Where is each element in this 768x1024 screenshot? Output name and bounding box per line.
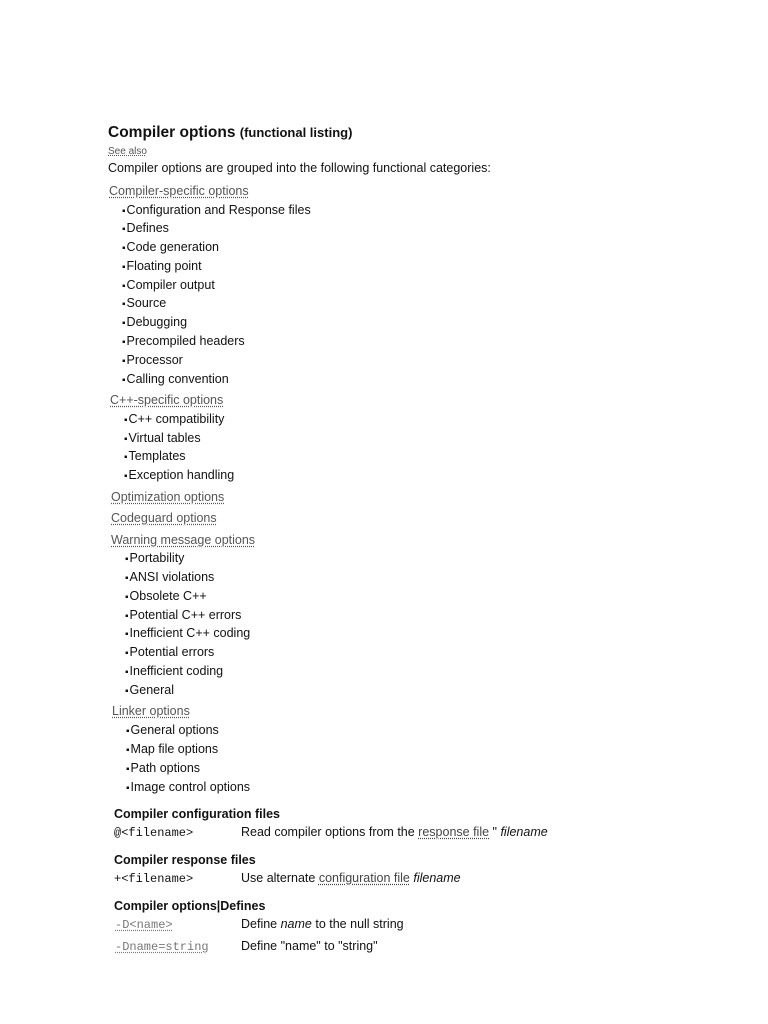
list-item: ▪ General	[125, 682, 174, 700]
option-description: Use alternate configuration file filename	[241, 871, 461, 885]
option-description: Define "name" to "string"	[241, 939, 378, 953]
list-item: ▪ Configuration and Response files	[122, 202, 311, 220]
category-linker[interactable]: Linker options	[112, 704, 190, 718]
title-main: Compiler options	[108, 124, 236, 141]
category-warning-message[interactable]: Warning message options	[111, 533, 256, 547]
see-also-link[interactable]: See also	[108, 146, 147, 157]
list-item: ▪ Calling convention	[122, 371, 229, 389]
list-item: ▪ Obsolete C++	[125, 588, 207, 606]
list-item: ▪ Image control options	[126, 779, 250, 797]
category-cpp-specific[interactable]: C++-specific options	[110, 393, 224, 407]
list-item: ▪ Compiler output	[122, 277, 215, 295]
configuration-file-link[interactable]: configuration file	[318, 871, 410, 885]
category-compiler-specific[interactable]: Compiler-specific options	[109, 184, 249, 198]
list-item: ▪ Defines	[122, 220, 169, 238]
category-codeguard[interactable]: Codeguard options	[111, 511, 217, 525]
list-item: ▪ Map file options	[126, 741, 218, 759]
category-optimization[interactable]: Optimization options	[111, 490, 225, 504]
option-description: Read compiler options from the response file " filename	[241, 825, 548, 839]
list-item: ▪ Code generation	[122, 239, 219, 257]
section-heading-config: Compiler configuration files	[114, 807, 280, 821]
title-subtitle: (functional listing)	[239, 125, 353, 140]
list-item: ▪ Portability	[125, 550, 184, 568]
list-item: ▪ Path options	[126, 760, 200, 778]
section-heading-response: Compiler response files	[114, 853, 256, 867]
option-d-name-string-link[interactable]: -Dname=string	[115, 940, 209, 954]
list-item: ▪ Templates	[124, 448, 186, 466]
intro-text: Compiler options are grouped into the following functional categories:	[108, 161, 491, 175]
option-at-filename: @<filename>	[114, 826, 194, 840]
list-item: ▪ C++ compatibility	[124, 411, 224, 429]
section-heading-defines: Compiler options|Defines	[114, 899, 266, 913]
page-title	[108, 124, 352, 142]
option-description: Define name to the null string	[241, 917, 404, 931]
list-item: ▪ Potential errors	[125, 644, 214, 662]
list-item: ▪ Virtual tables	[124, 430, 201, 448]
list-item: ▪ Source	[122, 295, 166, 313]
response-file-link[interactable]: response file	[418, 825, 490, 839]
option-plus-filename: +<filename>	[114, 872, 194, 886]
list-item: ▪ Debugging	[122, 314, 187, 332]
list-item: ▪ Exception handling	[124, 467, 234, 485]
list-item: ▪ ANSI violations	[125, 569, 214, 587]
option-d-name-link[interactable]: -D<name>	[115, 918, 173, 932]
list-item: ▪ Floating point	[122, 258, 202, 276]
list-item: ▪ Inefficient coding	[125, 663, 223, 681]
list-item: ▪ Processor	[122, 352, 183, 370]
list-item: ▪ Inefficient C++ coding	[125, 625, 250, 643]
list-item: ▪ Precompiled headers	[122, 333, 245, 351]
list-item: ▪ Potential C++ errors	[125, 607, 241, 625]
list-item: ▪ General options	[126, 722, 219, 740]
